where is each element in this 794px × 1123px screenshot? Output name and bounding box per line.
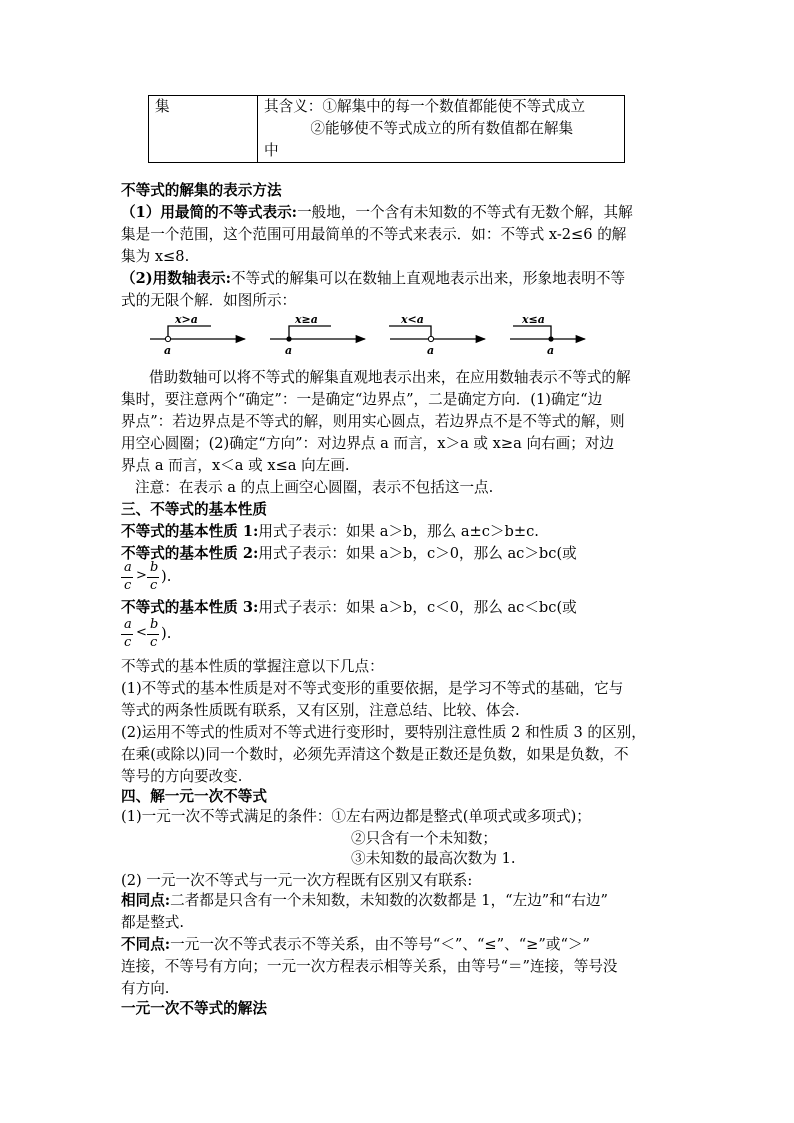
p1-line2: 集是一个范围，这个范围可用最简单的不等式来表示．如：不等式 x-2≤6 的解 bbox=[121, 226, 627, 243]
frac2-c2: c bbox=[150, 578, 158, 593]
note2-line3: 等号的方向要改变. bbox=[121, 768, 243, 785]
number-line-x-le-a bbox=[510, 313, 585, 357]
meaning-line-2: ②能够使不等式成立的所有数值都在解集 bbox=[264, 120, 574, 137]
same-line2: 都是整式. bbox=[121, 914, 185, 931]
term-text: 集 bbox=[155, 98, 170, 115]
nl3-point: a bbox=[427, 344, 435, 357]
prop2-text: 用式子表示：如果 a＞b，c＞0，那么 ac＞bc(或 bbox=[258, 545, 577, 562]
prop3-label: 不等式的基本性质 3: bbox=[121, 599, 259, 616]
open-circle-marker bbox=[428, 336, 433, 341]
frac3-b: b bbox=[150, 617, 159, 632]
cond-line3: ③未知数的最高次数为 1. bbox=[351, 850, 516, 867]
nl4-label: x≤a bbox=[522, 313, 545, 326]
frac3-c2: c bbox=[150, 635, 158, 650]
nl1-label: x>a bbox=[175, 313, 198, 326]
section4-heading: 四、解一元一次不等式 bbox=[121, 788, 267, 805]
prop3-fraction bbox=[121, 617, 181, 653]
note2-line2: 在乘(或除以)同一个数时，必须先弄清这个数是正数还是负数，如果是负数，不 bbox=[121, 746, 629, 763]
filled-dot-marker bbox=[286, 336, 291, 341]
frac2-c1: c bbox=[124, 578, 132, 593]
section3-heading: 三、不等式的基本性质 bbox=[121, 501, 267, 518]
prop2-fraction bbox=[121, 560, 181, 596]
diff-line3: 有方向. bbox=[121, 980, 170, 997]
nl1-point: a bbox=[164, 344, 172, 357]
note1-line1: (1)不等式的基本性质是对不等式变形的重要依据，是学习不等式的基础，它与 bbox=[121, 680, 624, 697]
prop1-line bbox=[121, 521, 539, 543]
definition-table bbox=[148, 95, 625, 163]
number-line-x-ge-a bbox=[270, 313, 365, 357]
meaning-line-3: 中 bbox=[264, 142, 279, 159]
p2-line2: 式的无限个解．如图所示： bbox=[121, 292, 297, 309]
para-line5: 界点 a 而言，x＜a 或 x≤a 向左画. bbox=[121, 457, 350, 474]
nl4-point: a bbox=[547, 344, 555, 357]
p2-label: （2)用数轴表示: bbox=[121, 270, 232, 287]
diff-line2: 连接，不等号有方向；一元一次方程表示相等关系，由等号“＝”连接，等号没 bbox=[121, 958, 618, 975]
cond-line2: ②只含有一个未知数； bbox=[351, 830, 497, 847]
prop2-line bbox=[121, 543, 577, 565]
prop1-text: 用式子表示：如果 a＞b，那么 a±c＞b±c. bbox=[258, 523, 539, 540]
nl2-label: x≥a bbox=[295, 313, 318, 326]
frac2-b: b bbox=[150, 560, 159, 575]
number-line-x-lt-a bbox=[389, 313, 485, 357]
prop1-label: 不等式的基本性质 1: bbox=[121, 523, 259, 540]
p2-text1: 不等式的解集可以在数轴上直观地表示出来，形象地表明不等 bbox=[231, 270, 626, 287]
note-line: 注意：在表示 a 的点上画空心圆圈，表示不包括这一点. bbox=[135, 479, 494, 496]
para-line3: 界点”：若边界点是不等式的解，则用实心圆点，若边界点不是不等式的解，则 bbox=[121, 413, 625, 430]
solve-heading: 一元一次不等式的解法 bbox=[121, 1000, 267, 1017]
prop3-line bbox=[121, 597, 577, 619]
diff-text: 一元一次不等式表示不等关系，由不等号“＜”、“≤”、“≥”或“＞” bbox=[170, 936, 590, 953]
p1-text1: 一般地，一个含有未知数的不等式有无数个解，其解 bbox=[297, 204, 633, 221]
frac2-op: > bbox=[136, 568, 147, 583]
frac2-a: a bbox=[124, 560, 132, 575]
diff-line1 bbox=[121, 934, 590, 956]
frac3-tail: ). bbox=[161, 625, 172, 642]
solution-set-heading: 不等式的解集的表示方法 bbox=[121, 182, 282, 199]
frac2-tail: ). bbox=[161, 568, 172, 585]
note1-line2: 等式的两条性质既有联系，又有区别，注意总结、比较、体会. bbox=[121, 702, 520, 719]
number-line-diagrams bbox=[145, 312, 595, 358]
notes-title: 不等式的基本性质的掌握注意以下几点： bbox=[121, 658, 384, 675]
same-text: 二者都是只含有一个未知数，未知数的次数都是 1，“左边”和“右边” bbox=[170, 892, 608, 909]
cond-line1: (1)一元一次不等式满足的条件：①左右两边都是整式(单项式或多项式)； bbox=[121, 808, 591, 825]
filled-dot-marker bbox=[548, 336, 553, 341]
table-cell-term bbox=[149, 96, 258, 163]
prop2-label: 不等式的基本性质 2: bbox=[121, 545, 259, 562]
diff-label: 不同点: bbox=[121, 936, 171, 953]
meaning-line-1: 其含义：①解集中的每一个数值都能使不等式成立 bbox=[264, 98, 586, 115]
same-label: 相同点: bbox=[121, 892, 171, 909]
frac3-a: a bbox=[124, 617, 132, 632]
table-cell-meaning bbox=[258, 96, 625, 163]
para-line4: 用空心圆圈；(2)确定“方向”：对边界点 a 而言，x＞a 或 x≥a 向右画；对边 bbox=[121, 435, 615, 452]
p1-label: （1）用最简的不等式表示: bbox=[121, 204, 298, 221]
note2-line1: (2)运用不等式的性质对不等式进行变形时，要特别注意性质 2 和性质 3 的区别， bbox=[121, 724, 646, 741]
frac3-op: < bbox=[136, 625, 147, 640]
p2-line1 bbox=[121, 268, 625, 290]
nl3-label: x<a bbox=[401, 313, 424, 326]
prop3-text: 用式子表示：如果 a＞b，c＜0，那么 ac＜bc(或 bbox=[258, 599, 577, 616]
para-line1: 借助数轴可以将不等式的解集直观地表示出来，在应用数轴表示不等式的解 bbox=[149, 369, 631, 386]
open-circle-marker bbox=[165, 336, 170, 341]
p1-line1 bbox=[121, 202, 633, 224]
para-line2: 集时，要注意两个“确定”：一是确定“边界点”，二是确定方向．(1)确定“边 bbox=[121, 391, 603, 408]
number-line-x-gt-a bbox=[150, 313, 245, 357]
nl2-point: a bbox=[285, 344, 293, 357]
same-line1 bbox=[121, 890, 608, 912]
p1-line3: 集为 x≤8. bbox=[121, 248, 190, 265]
relation-line: (2) 一元一次不等式与一元一次方程既有区别又有联系: bbox=[121, 872, 473, 889]
frac3-c1: c bbox=[124, 635, 132, 650]
